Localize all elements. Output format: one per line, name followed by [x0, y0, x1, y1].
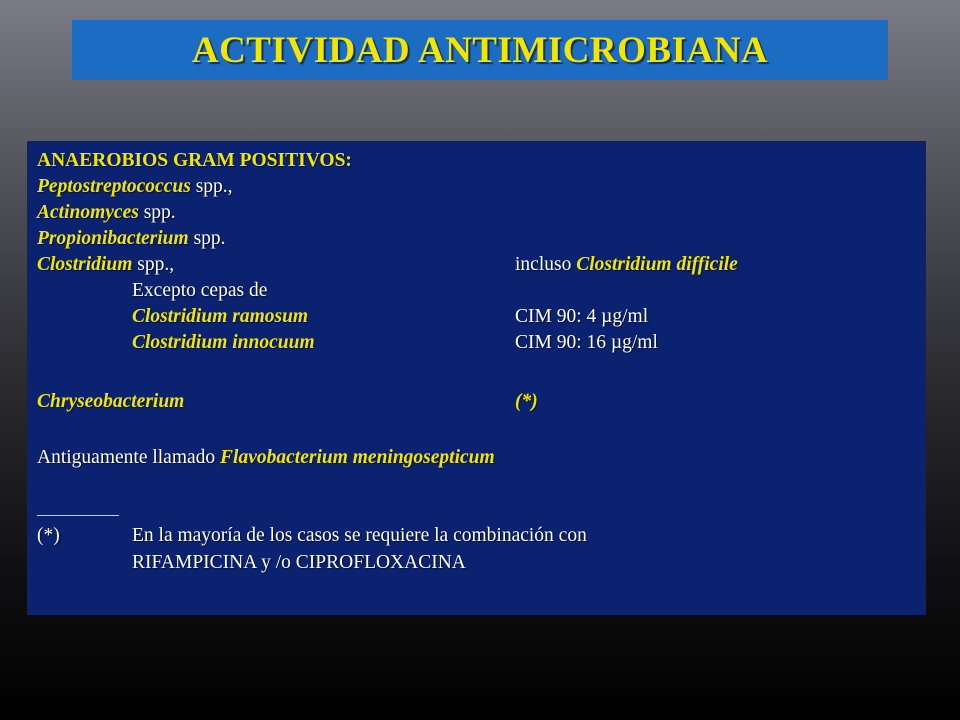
- chryseobacterium-footnote-mark: (*): [515, 391, 538, 412]
- clostridium-including-note: [515, 254, 738, 276]
- slide-title: ACTIVIDAD ANTIMICROBIANA: [191, 29, 769, 71]
- content-panel: [27, 141, 926, 615]
- including-prefix: incluso: [515, 254, 577, 275]
- mic-ramosum: CIM 90: 4 µg/ml: [515, 306, 649, 327]
- organism-name: Peptostreptococcus: [37, 176, 191, 197]
- organism-actinomyces: [37, 202, 176, 224]
- including-organism: Clostridium difficile: [576, 254, 738, 275]
- except-text: Excepto cepas de: [132, 280, 268, 301]
- footnote-line-1: En la mayoría de los casos se requiere la combinación con: [132, 525, 587, 546]
- organism-suffix: spp.: [138, 202, 176, 223]
- former-name-prefix: Antiguamente llamado: [37, 447, 221, 468]
- organism-suffix: spp.,: [132, 254, 175, 275]
- former-name-line: [37, 447, 495, 469]
- section-heading: ANAEROBIOS GRAM POSITIVOS:: [37, 150, 352, 171]
- organism-chryseobacterium: Chryseobacterium: [37, 391, 185, 412]
- organism-suffix: spp.: [188, 228, 226, 249]
- footnote-divider: [37, 515, 119, 516]
- organism-propionibacterium: [37, 228, 226, 250]
- footnote-line-2: RIFAMPICINA y /o CIPROFLOXACINA: [132, 552, 466, 573]
- organism-suffix: spp.,: [190, 176, 233, 197]
- organism-clostridium-ramosum: Clostridium ramosum: [132, 306, 309, 327]
- organism-name: Clostridium: [37, 254, 133, 275]
- former-name: Flavobacterium meningosepticum: [220, 447, 495, 468]
- organism-peptostreptococcus: [37, 176, 233, 198]
- footnote-marker: (*): [37, 525, 60, 546]
- organism-name: Actinomyces: [37, 202, 139, 223]
- organism-clostridium: [37, 254, 174, 276]
- organism-clostridium-innocuum: Clostridium innocuum: [132, 332, 315, 353]
- mic-innocuum: CIM 90: 16 µg/ml: [515, 332, 658, 353]
- organism-name: Propionibacterium: [37, 228, 189, 249]
- title-banner: [72, 20, 888, 80]
